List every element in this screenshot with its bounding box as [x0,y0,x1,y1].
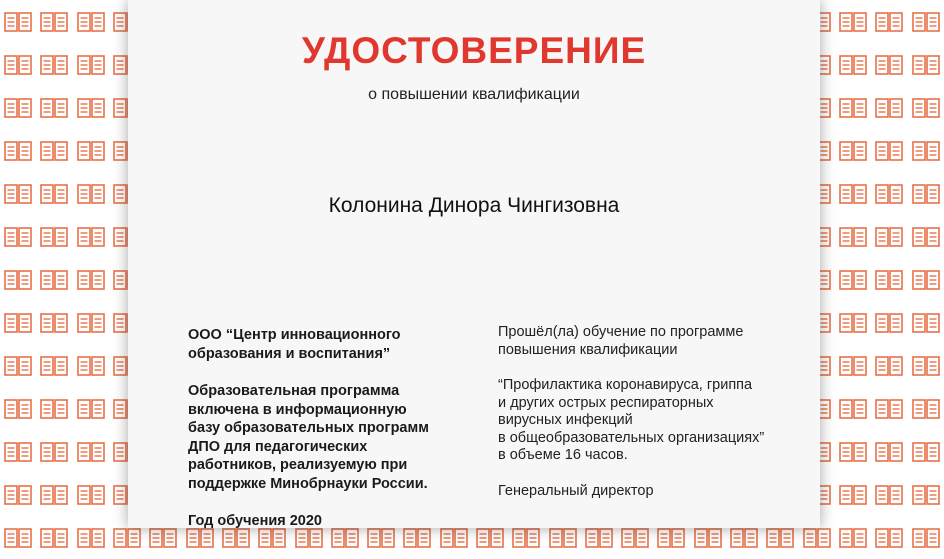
book-icon [871,258,907,301]
book-icon [871,43,907,86]
book-icon [73,215,109,258]
book-icon [73,43,109,86]
left-column [188,326,478,531]
book-icon [907,516,943,559]
book-icon [0,430,36,473]
book-icon [73,516,109,559]
book-icon [0,0,36,43]
book-icon [73,301,109,344]
book-icon [835,129,871,172]
book-icon [36,516,72,559]
book-icon [0,129,36,172]
book-icon [36,43,72,86]
study-year: Год обучения 2020 [188,513,322,529]
book-icon [907,86,943,129]
book-icon [835,301,871,344]
book-icon [0,215,36,258]
book-icon [871,301,907,344]
book-icon [36,344,72,387]
book-icon [0,86,36,129]
book-icon [0,387,36,430]
organization-name: ООО “Центр инновационного образования и воспитания” [188,327,401,362]
certificate-title: УДОСТОВЕРЕНИЕ [301,30,647,71]
book-icon [36,473,72,516]
book-icon [907,387,943,430]
book-icon [0,301,36,344]
book-icon [907,172,943,215]
book-icon [871,473,907,516]
book-icon [36,258,72,301]
course-text: “Профилактика коронавируса, гриппа и других острых респираторных вирусных инфекций в общеобразовательных организациях” в объеме 16 часов. [498,377,765,463]
book-icon [73,172,109,215]
book-icon [907,430,943,473]
book-icon [0,516,36,559]
book-icon [73,258,109,301]
book-icon [0,258,36,301]
book-icon [0,43,36,86]
book-icon [73,344,109,387]
recipient-name: Колонина Динора Чингизовна [328,194,620,217]
book-icon [907,258,943,301]
book-icon [835,387,871,430]
book-icon [0,172,36,215]
book-icon [907,0,943,43]
book-icon [907,129,943,172]
book-icon [835,473,871,516]
book-icon [871,387,907,430]
book-icon [73,473,109,516]
book-icon [871,129,907,172]
book-icon [907,344,943,387]
book-icon [73,86,109,129]
book-icon [36,86,72,129]
program-note: Образовательная программа включена в информационную базу образовательных программ ДПО для педагогических работников, реализуемую при поддержке Минобрнауки России. [188,383,429,492]
book-icon [871,430,907,473]
book-icon [835,516,871,559]
book-icon [73,430,109,473]
book-icon [835,172,871,215]
book-icon [835,0,871,43]
book-icon [36,387,72,430]
book-icon [36,215,72,258]
book-icon [36,172,72,215]
certificate-subtitle: о повышении квалификации [368,86,580,103]
book-icon [871,172,907,215]
book-icon [871,0,907,43]
book-icon [907,301,943,344]
book-icon [907,473,943,516]
book-icon [835,86,871,129]
book-icon [73,0,109,43]
book-icon [835,215,871,258]
book-icon [835,258,871,301]
book-icon [73,129,109,172]
completion-text: Прошёл(ла) обучение по программе повышения квалификации [498,324,744,358]
right-column [498,324,798,500]
book-icon [871,86,907,129]
book-icon [0,473,36,516]
book-icon [871,215,907,258]
book-icon [907,215,943,258]
book-icon [36,0,72,43]
book-icon [871,344,907,387]
book-icon [835,43,871,86]
book-icon [835,344,871,387]
certificate-sheet [128,0,820,528]
book-icon [907,43,943,86]
book-icon [835,430,871,473]
signatory-title: Генеральный директор [498,482,654,499]
book-icon [36,301,72,344]
book-icon [871,516,907,559]
book-icon [0,344,36,387]
book-icon [73,387,109,430]
book-icon [36,129,72,172]
book-icon [36,430,72,473]
